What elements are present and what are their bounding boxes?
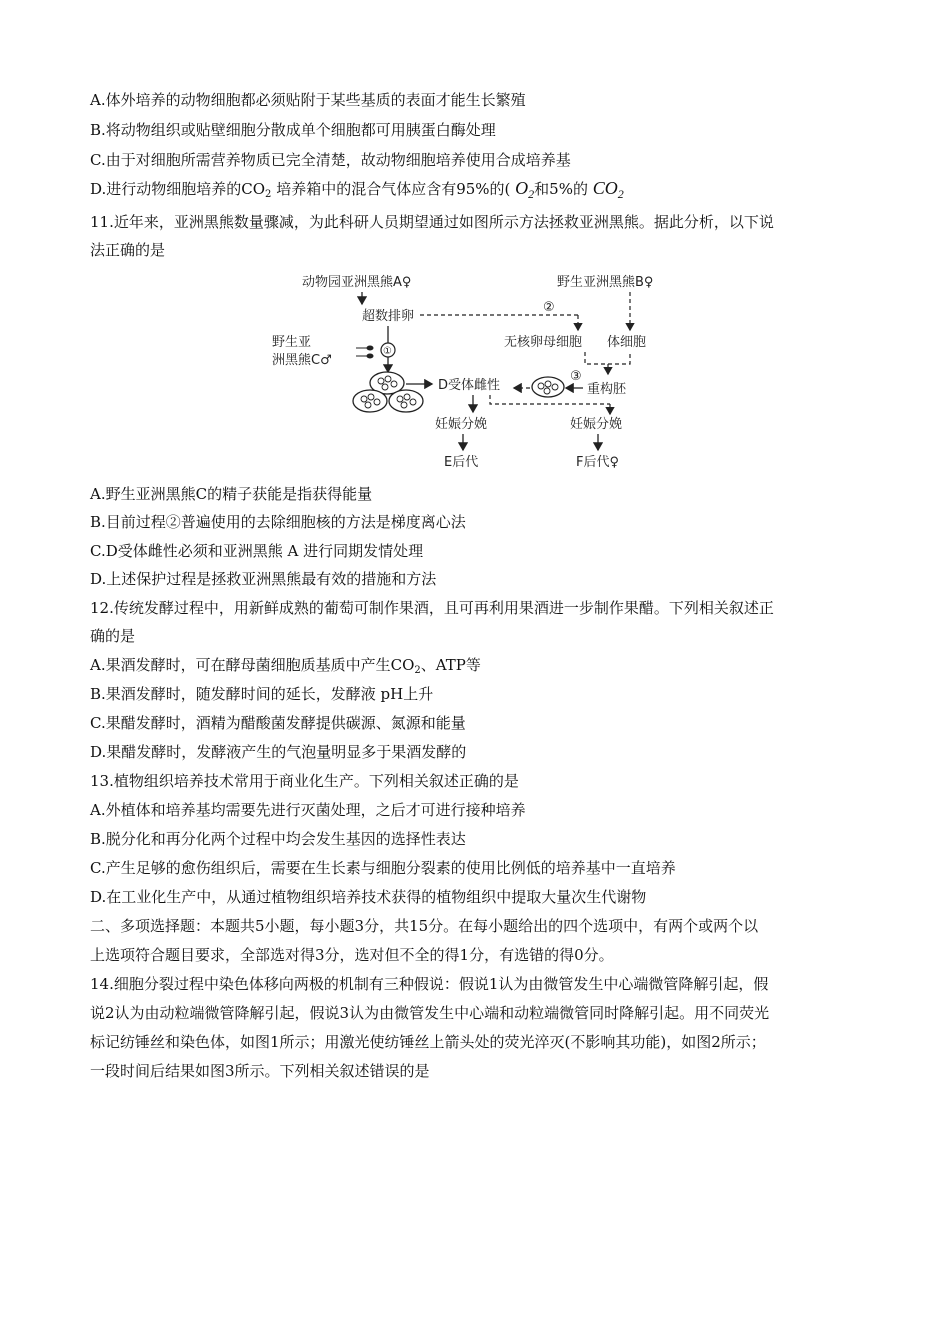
q13-option-c: C.产生足够的愈伤组织后，需要在生长素与细胞分裂素的使用比例低的培养基中一直培养 (90, 859, 676, 877)
bear-b-label: 野生亚洲黑熊B♀ (557, 275, 654, 290)
offspring-e-label: E后代 (444, 455, 479, 470)
q14-stem-line1: 14.细胞分裂过程中染色体移向两极的机制有三种假说：假说1认为由微管发生中心端微管降解引起，假 (90, 975, 769, 993)
q10d-text-1: D.进行动物细胞培养的CO (90, 180, 266, 198)
step1-label: ① (383, 346, 392, 357)
q12-option-b: B.果酒发酵时，随发酵时间的延长，发酵液 pH上升 (90, 685, 434, 703)
q10-option-c: C.由于对细胞所需营养物质已完全清楚，故动物细胞培养使用合成培养基 (90, 151, 571, 169)
q12-stem-line1: 12.传统发酵过程中，用新鲜成熟的葡萄可制作果酒，且可再利用果酒进一步制作果醋。下列相关叙述正 (90, 599, 774, 617)
q10-option-d (90, 178, 624, 205)
q12-option-d: D.果醋发酵时，发酵液产生的气泡量明显多于果酒发酵的 (90, 743, 467, 761)
wild-c-label-line1: 野生亚 (272, 335, 312, 350)
q11-stem-line2: 法正确的是 (90, 241, 166, 259)
section2-heading-line1: 二、多项选择题：本题共5小题，每小题3分，共15分。在每小题给出的四个选项中，有两个或两个以 (90, 917, 759, 935)
q12a-text-1: A.果酒发酵时，可在酵母菌细胞质基质中产生CO (90, 656, 415, 674)
q10-option-b: B.将动物组织或贴壁细胞分散成单个细胞都可用胰蛋白酶处理 (90, 121, 496, 139)
q10d-text-3: 和5%的 (534, 180, 588, 198)
q10d-subscript: 2 (265, 189, 272, 200)
q12-option-c: C.果醋发酵时，酒精为醋酸菌发酵提供碳源、氮源和能量 (90, 714, 466, 732)
somatic-cell-label: 体细胞 (607, 335, 647, 350)
q10d-o2-formula: O (515, 178, 529, 198)
q13-stem: 13.植物组织培养技术常用于商业化生产。下列相关叙述正确的是 (90, 772, 519, 790)
recipient-label: D受体雌性 (438, 378, 501, 393)
embryo-right (532, 377, 564, 397)
q12-stem-line2: 确的是 (90, 627, 136, 645)
q14-stem-line4: 一段时间后结果如图3所示。下列相关叙述错误的是 (90, 1062, 430, 1080)
q13-option-a: A.外植体和培养基均需要先进行灭菌处理，之后才可进行接种培养 (90, 801, 526, 819)
q11-option-a: A.野生亚洲黑熊C的精子获能是指获得能量 (90, 485, 373, 503)
q14-stem-line2: 说2认为由动粒端微管降解引起，假说3认为由微管发生中心端和动粒端微管同时降解引起。用不同荧光 (90, 1004, 770, 1022)
q10d-co2-subscript: 2 (617, 187, 624, 201)
step2-label: ② (543, 300, 555, 315)
q14-stem-line3: 标记纺锤丝和染色体，如图1所示；用激光使纺锤丝上箭头处的荧光淬灭(不影响其功能)，如图2所示； (90, 1033, 766, 1051)
bear-cloning-diagram (250, 268, 690, 473)
q10d-co2-formula: CO (592, 178, 618, 198)
superovulation-label: 超数排卵 (362, 309, 415, 324)
gestation-left-label: 妊娠分娩 (435, 417, 488, 432)
section2-heading-line2: 上选项符合题目要求，全部选对得3分，选对但不全的得1分，有选错的得0分。 (90, 946, 614, 964)
bear-a-label: 动物园亚洲黑熊A♀ (302, 275, 412, 290)
q12a-text-2: 、ATP等 (420, 656, 481, 674)
gestation-right-label: 妊娠分娩 (570, 417, 623, 432)
q11-option-b: B.目前过程②普遍使用的去除细胞核的方法是梯度离心法 (90, 513, 466, 531)
q10d-text-2: 培养箱中的混合气体应含有95%的( (271, 180, 511, 198)
q13-option-d: D.在工业化生产中，从通过植物组织培养技术获得的植物组织中提取大量次生代谢物 (90, 888, 647, 906)
q10d-o2-subscript: 2 (528, 187, 535, 201)
q13-option-b: B.脱分化和再分化两个过程中均会发生基因的选择性表达 (90, 830, 466, 848)
step3-label: ③ (570, 369, 582, 384)
q11-option-d: D.上述保护过程是拯救亚洲黑熊最有效的措施和方法 (90, 570, 437, 588)
merge-bracket (585, 352, 630, 364)
recon-embryo-label: 重构胚 (587, 382, 627, 397)
offspring-f-label: F后代♀ (576, 455, 619, 470)
q12a-subscript: 2 (414, 665, 421, 676)
q12-option-a (90, 655, 481, 681)
enucleated-oocyte-label: 无核卵母细胞 (504, 335, 583, 350)
sperm-icon (356, 346, 374, 359)
q10-option-a: A.体外培养的动物细胞都必须贴附于某些基质的表面才能生长繁殖 (90, 91, 526, 109)
q11-option-c: C.D受体雌性必须和亚洲黑熊 A 进行同期发情处理 (90, 542, 424, 560)
q11-stem-line1: 11.近年来，亚洲黑熊数量骤减，为此科研人员期望通过如图所示方法拯救亚洲黑熊。据此分析，以下说 (90, 213, 774, 231)
wild-c-label-line2: 洲黑熊C♂ (272, 353, 332, 368)
